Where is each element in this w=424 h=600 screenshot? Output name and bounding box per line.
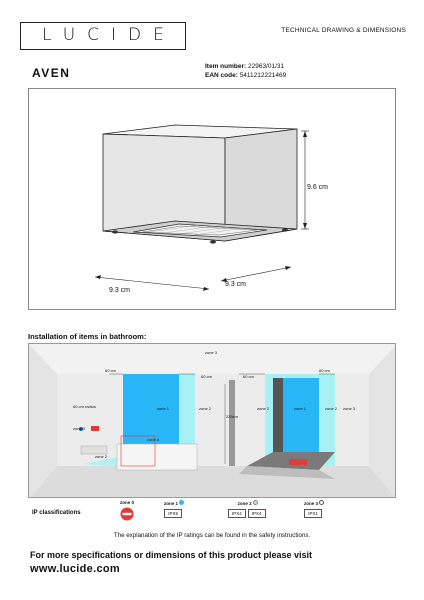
zone1-left-label: zone 1 (157, 406, 170, 411)
ean-code: 5411212221469 (239, 72, 287, 79)
zone0-left-label: zone 0 (73, 426, 86, 431)
product-meta (205, 62, 286, 80)
item-number: 22963/01/31 (247, 63, 285, 70)
install-title: Installation of items in bathroom: (28, 332, 147, 341)
radius-label: 60 cm radius (73, 404, 96, 409)
ip-label: IP classifications (32, 510, 81, 516)
bathroom-illustration (29, 344, 396, 498)
brand-logo (20, 22, 186, 50)
footer-text: For more specifications or dimensions of this product please visit (30, 550, 313, 560)
dim-60-mid2: 60 cm (243, 374, 254, 379)
product-drawing (29, 89, 397, 311)
zone-top-label: zone 3 (205, 350, 218, 355)
doc-type: TECHNICAL DRAWING & DIMENSIONS (281, 27, 406, 34)
dim-60-right: 60 cm (319, 368, 330, 373)
zone3-color-dot (319, 500, 324, 505)
ip-zone-0 (120, 500, 134, 522)
ip-zone-3 (304, 500, 324, 518)
ip-zone-3-name: zone 3 (304, 501, 319, 506)
zone1-right-label: zone 1 (294, 406, 307, 411)
dim-60-mid1: 60 cm (201, 374, 212, 379)
ip-classifications (28, 500, 396, 530)
footer-url[interactable]: www.lucide.com (30, 563, 120, 575)
ip-zone-3-code: IPX1 (304, 509, 322, 518)
height-dimension: 9.6 cm (307, 184, 329, 191)
ip-zone-1-name: zone 1 (164, 501, 179, 506)
ip-explanation: The explanation of the IP ratings can be found in the safety instructions. (113, 532, 311, 539)
ip-zone-2 (228, 500, 268, 518)
technical-drawing (28, 88, 396, 310)
height-225-label: 225cm (226, 414, 239, 419)
no-entry-icon (120, 507, 134, 521)
ean-label: EAN code: (205, 72, 238, 79)
width-dimension: 9.3 cm (109, 287, 131, 294)
ip-zone-2-code-b: IPX4 (248, 509, 266, 518)
zone1-color-dot (179, 500, 184, 505)
brand-name: LUCIDE (42, 25, 176, 45)
ip-zone-0-name: zone 0 (120, 500, 135, 505)
dim-60-left: 60 cm (105, 368, 116, 373)
item-number-label: Item number: (205, 63, 247, 70)
zone3-right-label: zone 3 (343, 406, 356, 411)
product-name: AVEN (32, 66, 71, 80)
zone2-edge-label: zone 2 (95, 454, 108, 459)
ip-zone-1 (164, 500, 184, 518)
zone2-right-label: zone 2 (325, 406, 338, 411)
zone2-left-label: zone 2 (199, 406, 212, 411)
zone2-color-dot (253, 500, 258, 505)
ip-zone-2-name: zone 2 (237, 501, 252, 506)
bathroom-diagram (28, 343, 396, 498)
depth-dimension: 9.3 cm (225, 281, 247, 288)
zone0-right-label: zone 0 (147, 437, 160, 442)
ip-zone-2-code-a: IPX4 (228, 509, 246, 518)
zone2-mid-label: zone 2 (257, 406, 270, 411)
ip-zone-1-code: IPX5 (164, 509, 182, 518)
